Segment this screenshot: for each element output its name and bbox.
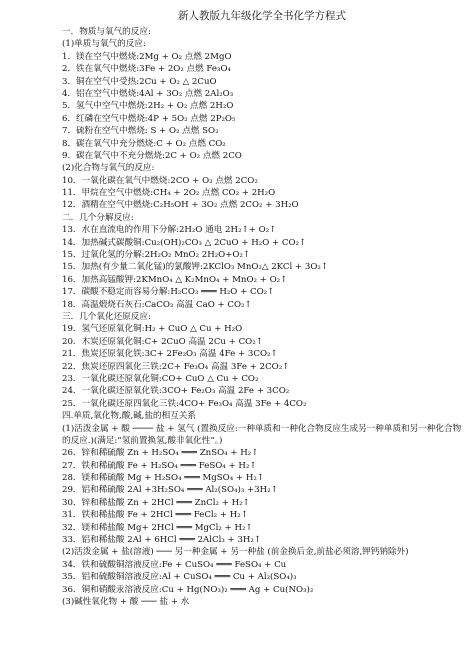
equation-line: 28．镁和稀硫酸 Mg + H₂SO₄ ═══ MgSO₄ + H₂↑: [62, 473, 264, 484]
equation-line: 6．红磷在空气中燃烧:4P + 5O₂ 点燃 2P₂O₅: [62, 113, 236, 124]
equation-line: 11．甲烷在空气中燃烧:CH₄ + 2O₂ 点燃 CO₂ + 2H₂O: [62, 188, 276, 199]
equation-line: 19．氢气还原氧化铜:H₂ + CuO △ Cu + H₂O: [62, 324, 243, 335]
equation-line: 17．碳酸不稳定而容易分解:H₂CO₃ ═══ H₂O + CO₂↑: [62, 287, 275, 298]
equation-line: 15．加热(有少量二氧化锰)的氯酸钾:2KClO₃ MnO₂△ 2KCl + 3O₂↑: [62, 262, 329, 273]
equation-line: 34．铁和硫酸铜溶液反应:Fe + CuSO₄ ═══ FeSO₄ + Cu: [62, 559, 287, 570]
equation-line: 1．镁在空气中燃烧:2Mg + O₂ 点燃 2MgO: [62, 51, 232, 62]
equation-line: 22．焦炭还原四氧化三铁:2C+ Fe₃O₄ 高温 3Fe + 2CO₂↑: [62, 361, 290, 372]
equation-line: 15．过氧化氢的分解:2H₂O₂ MnO₂ 2H₂O+O₂↑: [62, 250, 251, 261]
equation-line: 33．铝和稀盐酸 2Al + 6HCl ═══ 2AlCl₃ + 3H₂↑: [62, 535, 262, 546]
section-heading: (3)碱性氧化物 + 酸 ─── 盐 + 水: [62, 597, 190, 608]
equation-line: 13．水在直流电的作用下分解:2H₂O 通电 2H₂↑+ O₂↑: [62, 225, 277, 236]
equation-line: 29．铝和稀硫酸 2Al +3H₂SO₄ ═══ Al₂(SO₄)₃ +3H₂↑: [62, 485, 278, 496]
section-heading: 四.单质,氧化物,酸,碱,盐的相互关系: [62, 411, 196, 422]
equation-line: 16．加热高锰酸钾:2KMnO₄ △ K₂MnO₄ + MnO₂ + O₂↑: [62, 274, 288, 285]
section-heading: (2)化合物与氧气的反应:: [62, 163, 155, 174]
equation-line: 14．加热碱式碳酸铜:Cu₂(OH)₂CO₃ △ 2CuO + H₂O + CO₂↑: [62, 237, 307, 248]
equation-line: 31．铁和稀盐酸 Fe + 2HCl ═══ FeCl₂ + H₂↑: [62, 510, 248, 521]
equation-line: 32．镁和稀盐酸 Mg+ 2HCl ═══ MgCl₂ + H₂↑: [62, 522, 253, 533]
equation-line: 2．铁在氧气中燃烧:3Fe + 2O₂ 点燃 Fe₃O₄: [62, 64, 231, 75]
equation-line: 18．高温煅烧石灰石:CaCO₃ 高温 CaO + CO₂↑: [62, 299, 252, 310]
equation-line: 12．酒精在空气中燃烧:C₂H₅OH + 3O₂ 点燃 2CO₂ + 3H₂O: [62, 200, 299, 211]
equation-line: 30．锌和稀盐酸 Zn + 2HCl ═══ ZnCl₂ + H₂↑: [62, 497, 250, 508]
equation-list: [62, 26, 462, 608]
equation-line: 8．碳在氧气中充分燃烧:C + O₂ 点燃 CO₂: [62, 138, 226, 149]
equation-line: 21．焦炭还原氧化铁:3C+ 2Fe₂O₃ 高温 4Fe + 3CO₂↑: [62, 349, 278, 360]
equation-line: 4．铝在空气中燃烧:4Al + 3O₂ 点燃 2Al₂O₃: [62, 88, 234, 99]
equation-line: 20．木炭还原氧化铜:C+ 2CuO 高温 2Cu + CO₂↑: [62, 336, 263, 347]
section-heading: (2)活泼金属 + 盐(溶液) ─── 另一种金属 + 另一种盐 (前金换后金,前盐必须溶,钾钙钠除外): [62, 547, 409, 558]
section-heading: 一．物质与氧气的反应:: [62, 27, 151, 37]
equation-line: 23．一氧化碳还原氧化铜:CO+ CuO △ Cu + CO₂: [62, 373, 259, 384]
section-heading: 二．几个分解反应:: [62, 212, 134, 223]
equation-line: 7．硫粉在空气中燃烧: S + O₂ 点燃 SO₂: [62, 126, 219, 137]
section-heading: (1)活泼金属 + 酸 ──── 盐 + 氢气 (置换反应:一种单质和一种化合物反应生成另一种单质和另一种化合物的反应.)(满足:“氢前置换氢,酸非氧化性”。): [62, 423, 462, 446]
equation-line: 25．一氧化碳还原四氧化三铁:4CO+ Fe₃O₄ 高温 3Fe + 4CO₂: [62, 398, 307, 409]
page-title: 新人教版九年级化学全书化学方程式: [178, 10, 346, 22]
equation-line: 10．一氧化碳在氧气中燃烧:2CO + O₂ 点燃 2CO₂: [62, 175, 258, 186]
equation-line: 5．氢气中空气中燃烧:2H₂ + O₂ 点燃 2H₂O: [62, 101, 234, 112]
equation-line: 3．铜在空气中受热:2Cu + O₂ △ 2CuO: [62, 76, 217, 87]
equation-line: 9．碳在氧气中不充分燃烧:2C + O₂ 点燃 2CO: [62, 150, 242, 161]
equation-line: 26．锌和稀硫酸 Zn + H₂SO₄ ═══ ZnSO₄ + H₂↑: [62, 448, 259, 459]
equation-line: 35．铝和硫酸铜溶液反应:Al + CuSO₄ ═══ Cu + Al₂(SO₄)₃: [62, 572, 297, 583]
section-heading: (1)单质与氧气的反应:: [62, 39, 146, 50]
section-heading: 三．几个氧化还原反应:: [62, 311, 151, 322]
equation-line: 24．一氧化碳还原氧化铁:3CO+ Fe₂O₃ 高温 2Fe + 3CO₂: [62, 386, 290, 397]
equation-line: 27．铁和稀硫酸 Fe + H₂SO₄ ═══ FeSO₄ + H₂↑: [62, 460, 257, 471]
equation-line: 36．铜和硝酸汞溶液反应:Cu + Hg(NO₃)₂ ═══ Ag + Cu(NO₃)₂: [62, 584, 314, 595]
